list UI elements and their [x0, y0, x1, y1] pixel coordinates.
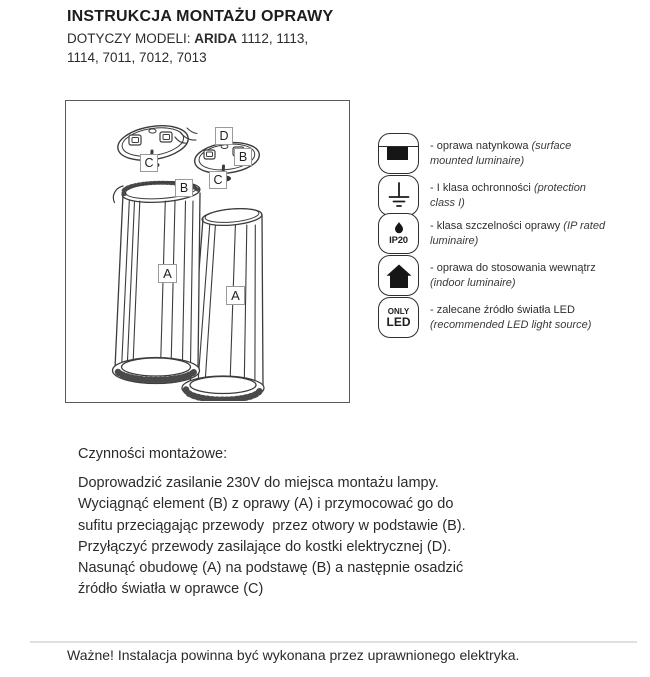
earth-ground-icon	[380, 177, 418, 215]
symbol-legend	[378, 133, 618, 343]
legend-label-pl: - I klasa ochronności	[430, 182, 531, 194]
steps-heading: Czynności montażowe:	[78, 446, 228, 462]
steps-paragraph	[78, 473, 466, 601]
legend-text	[430, 303, 608, 332]
legend-label-pl: - zalecane źródło światła LED	[430, 304, 575, 316]
led-badge: LED	[386, 314, 411, 329]
legend-row-led-source	[378, 297, 608, 338]
luminaire-drawing	[66, 101, 348, 401]
protection-class-icon	[378, 175, 419, 216]
part-label-a-right: A	[226, 286, 245, 305]
divider-line	[30, 641, 637, 643]
assembly-diagram	[65, 100, 350, 403]
legend-label-en: (surface mounted luminaire)	[430, 140, 572, 167]
legend-row-protection-class	[378, 175, 608, 216]
model-name: ARIDA	[194, 31, 238, 46]
part-label-b-top: B	[175, 179, 193, 197]
legend-label-en: (recommended LED light source)	[430, 318, 592, 331]
indoor-use-icon	[378, 255, 419, 296]
legend-row-indoor-use	[378, 255, 608, 296]
surface-mounted-icon	[378, 133, 419, 174]
part-label-b-base-right: B	[234, 148, 252, 166]
legend-label-pl: - oprawa do stosowania wewnątrz	[430, 262, 596, 274]
warning-text: Ważne! Instalacja powinna być wykonana przez uprawnionego elektryka.	[67, 647, 520, 663]
legend-row-ip-rating	[378, 213, 608, 254]
luminaire-block	[387, 147, 408, 160]
legend-text	[430, 181, 608, 210]
step-line: Wyciągnąć element (B) z oprawy (A) i przymocować go do	[78, 496, 454, 513]
part-label-a-left: A	[158, 264, 177, 283]
house-icon	[380, 257, 418, 295]
legend-label-en: (protection class I)	[430, 182, 586, 209]
step-line: Doprowadzić zasilanie 230V do miejsca montażu lampy.	[78, 475, 439, 491]
legend-label-en: (indoor luminaire)	[430, 276, 516, 289]
legend-label-pl: - klasa szczelności oprawy	[430, 220, 561, 232]
part-label-c-right: C	[209, 171, 227, 189]
legend-label-en: (IP rated luminaire)	[430, 220, 606, 247]
legend-row-surface-mounted	[378, 133, 608, 174]
ip-rating-icon	[378, 213, 419, 254]
part-label-d: D	[215, 127, 233, 145]
only-badge: ONLY	[387, 306, 410, 316]
step-line: źródło światła w oprawce (C)	[78, 581, 264, 598]
legend-label-pl: - oprawa natynkowa	[430, 140, 529, 152]
ip-rating-badge: IP20	[389, 235, 408, 246]
legend-text	[430, 261, 608, 290]
model-list-prefix: DOTYCZY MODELI:	[67, 31, 191, 46]
step-line: Przyłączyć przewody zasilające do kostki elektrycznej (D).	[78, 538, 452, 555]
step-line: Nasunąć obudowę (A) na podstawę (B) a następnie osadzić	[78, 560, 464, 577]
page-title: INSTRUKCJA MONTAŻU OPRAWY	[67, 8, 334, 25]
model-list	[67, 29, 339, 67]
led-only-icon	[378, 297, 419, 338]
water-drop-icon	[393, 221, 405, 234]
model-numbers: 1112, 1113, 1114, 7011, 7012, 7013	[67, 31, 309, 65]
header	[67, 8, 357, 67]
legend-text	[430, 139, 608, 168]
legend-text	[430, 219, 608, 248]
part-label-c-left: C	[140, 154, 158, 172]
step-line: sufitu przeciągając przewody przez otwory w podstawie (B).	[78, 517, 466, 534]
